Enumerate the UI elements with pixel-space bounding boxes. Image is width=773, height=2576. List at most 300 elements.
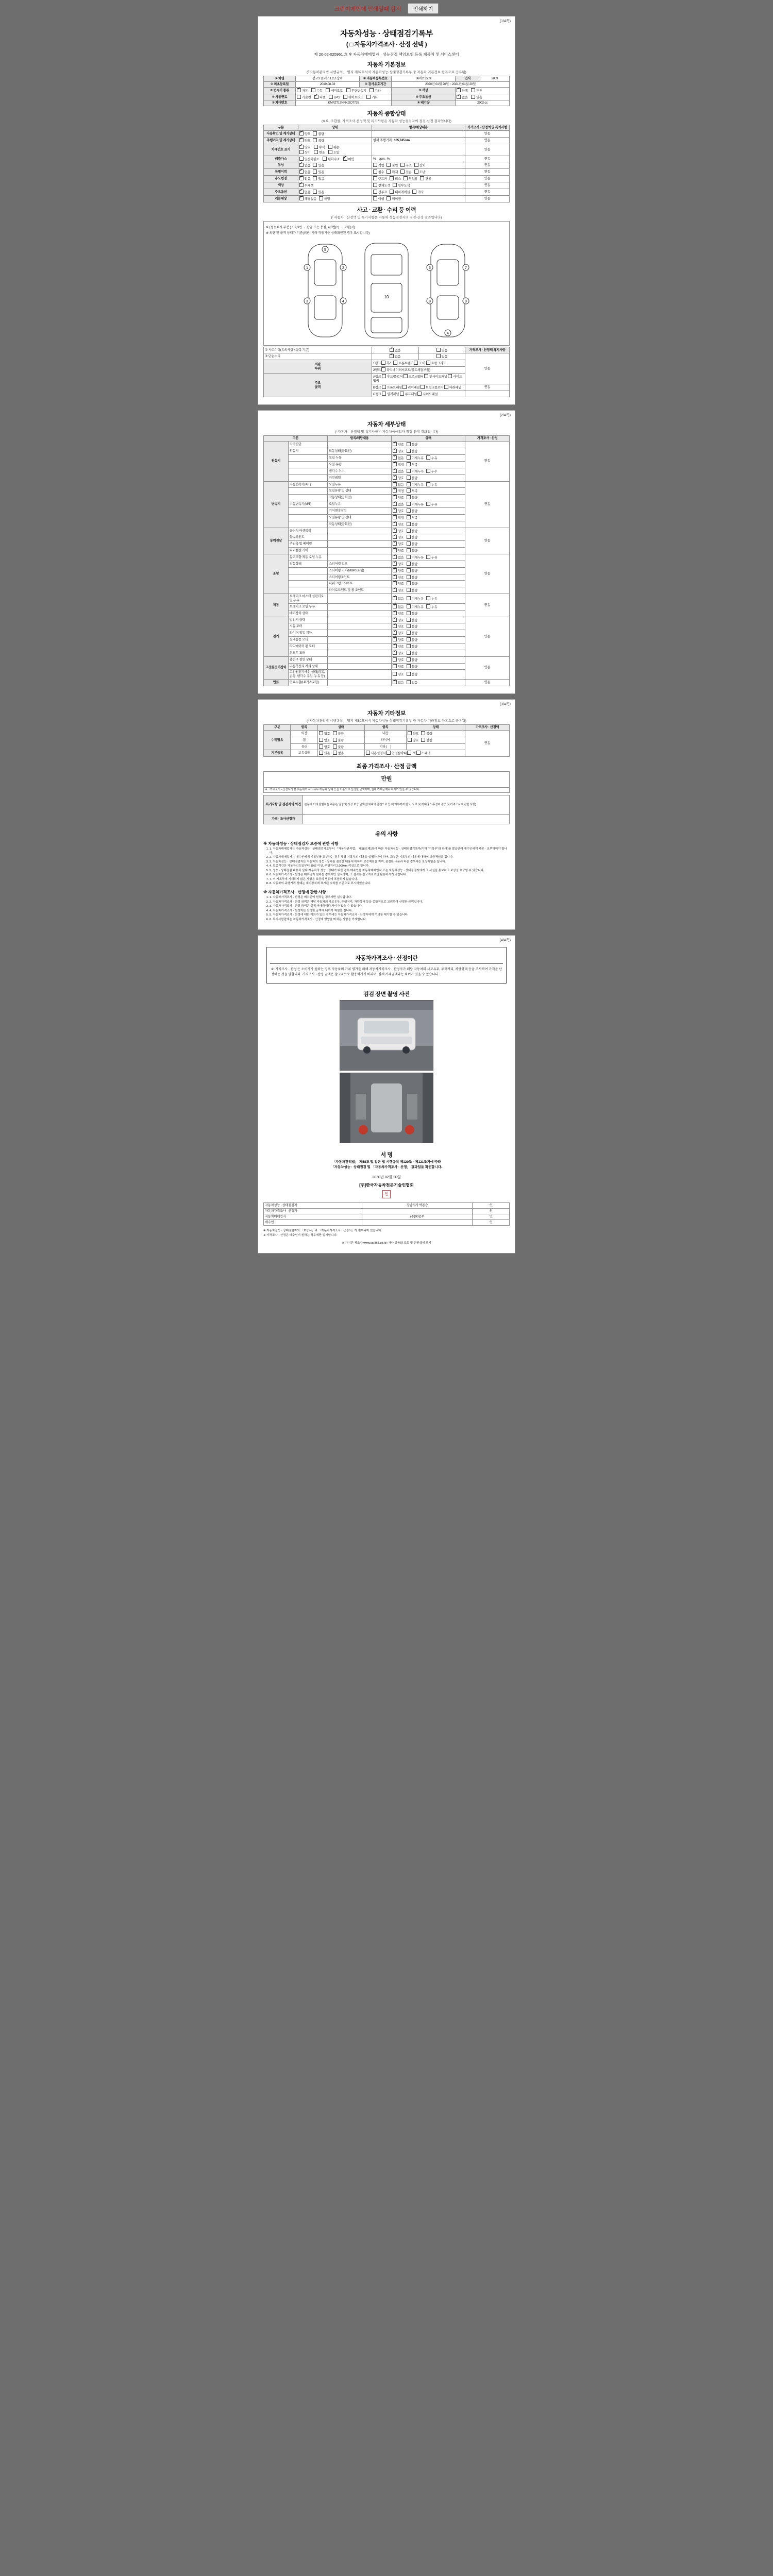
outer-rank2[interactable]: 2랭크 라디에이터서포트(볼트체결부품) — [372, 367, 465, 374]
checkbox-불량[interactable] — [407, 509, 411, 513]
table-row — [264, 730, 510, 737]
checkbox-usage-none[interactable] — [299, 176, 304, 180]
detail-state[interactable]: ✔ 양호 불량 — [392, 643, 465, 650]
state-glass[interactable]: 양호 불량 — [317, 743, 364, 750]
checkbox-불량[interactable] — [407, 522, 411, 526]
row-detail[interactable]: 이행 미이행 — [372, 195, 465, 202]
detail-state[interactable]: ✔ 양호 불량 — [392, 574, 465, 581]
checkbox-양호[interactable] — [393, 575, 397, 579]
detail-state[interactable]: ✔ 적정 부족 — [392, 514, 465, 521]
checkbox-미세누유[interactable] — [407, 596, 411, 600]
checkbox-radiator-support[interactable] — [381, 367, 385, 371]
checkbox-emission-co[interactable] — [299, 157, 304, 161]
row-detail[interactable]: 침수 화재 전손 도난 — [372, 169, 465, 176]
checkbox-rear-panel[interactable] — [402, 385, 407, 389]
checkbox-usage-exist[interactable] — [313, 176, 317, 180]
detail-state[interactable]: ✔ 양호 불량 — [392, 507, 465, 514]
detail-sub-label: 오일유량 및 상태 — [328, 488, 392, 495]
detail-state[interactable]: ✔ 양호 불량 — [392, 561, 465, 567]
outer-rank1[interactable]: 1랭크 후드 프론트펜더 도어 트렁크리드 — [372, 360, 465, 367]
state-tire[interactable]: 양호 불량 — [406, 737, 465, 743]
page-wrapper — [0, 0, 773, 1253]
checkbox-tuning-none[interactable] — [299, 163, 304, 167]
basic-items-list[interactable]: 사용설명서 안전삼각대 잭 스패너 — [364, 750, 465, 757]
checkbox-simple-none[interactable] — [390, 354, 394, 358]
notice-item: 5. 5. 자동차가격조사 · 산정에 대한 이의가 있는 경우에는 자동차가격조사 · 산정자에게 이의를 제기할 수 있습니다. — [270, 913, 510, 918]
checkbox-불량[interactable] — [407, 664, 411, 668]
checkbox-불량[interactable] — [407, 637, 411, 641]
row-detail: % , ppm, % — [372, 156, 465, 162]
accident-history-none[interactable]: ✔ 없음 — [372, 347, 418, 353]
checkbox-불량[interactable] — [407, 657, 411, 662]
checkbox-front-panel[interactable] — [382, 385, 386, 389]
checkbox-미세누유[interactable] — [407, 604, 411, 608]
signature-stamp: 인 — [473, 1203, 510, 1209]
checkbox-business[interactable] — [404, 176, 408, 180]
checkbox-opt-etc[interactable] — [412, 190, 416, 194]
checkbox-있음[interactable] — [407, 680, 411, 684]
print-button[interactable]: 인쇄하기 — [408, 3, 439, 14]
checkbox-majoropt-exist[interactable] — [313, 190, 317, 194]
checkbox-transmission-cvt[interactable] — [346, 88, 350, 92]
checkbox-accident-none[interactable] — [390, 348, 394, 352]
value-fuel[interactable]: 가솔린 ✔ 디젤 LPG 하이브리드 기타 — [296, 94, 392, 100]
checkbox-bad[interactable] — [313, 138, 317, 142]
state-interior[interactable]: 양호 불량 — [406, 730, 465, 737]
simple-repair-none[interactable]: ✔ 없음 — [372, 353, 418, 360]
checkbox-불량[interactable] — [407, 588, 411, 592]
detail-state[interactable]: ✔ 없음 미세누유 누유 — [392, 455, 465, 462]
detail-state[interactable]: ✔ 양호 불량 — [392, 610, 465, 617]
checkbox-없음[interactable] — [393, 455, 397, 460]
row-state[interactable]: 일산화탄소 탄화수소 ✔ 매연 — [298, 156, 372, 162]
detail-state[interactable]: ✔ 양호 불량 — [392, 637, 465, 643]
checkbox-manual[interactable] — [366, 751, 370, 755]
checkbox-jack[interactable] — [407, 751, 411, 755]
checkbox-vin-erase[interactable] — [328, 150, 332, 154]
checkbox-없음[interactable] — [393, 596, 397, 600]
checkbox-양호[interactable] — [393, 657, 397, 662]
sign-footer-3: ※ 가기간 제조자(www.car365.go.kr) 가나 금융화 조회 및 민원상세 보기 — [342, 1241, 431, 1245]
checkbox-emission-smoke[interactable] — [343, 157, 347, 161]
detail-state[interactable]: ✔ 없음 미세누유 누유 — [392, 481, 465, 488]
checkbox-int-good[interactable] — [408, 731, 412, 735]
checkbox-미세누유[interactable] — [407, 482, 411, 486]
detail-state[interactable]: ✔ 없음 미세누유 누유 — [392, 501, 465, 508]
state-exterior[interactable]: 양호 불량 — [317, 730, 364, 737]
checkbox-vin-damage[interactable] — [328, 145, 332, 149]
checkbox-glass-good[interactable] — [319, 744, 323, 749]
checkbox-transmission-etc[interactable] — [369, 88, 374, 92]
row-state[interactable]: ✔ 없음 있음 — [298, 176, 372, 182]
row-state[interactable]: ✔ 없음 있음 — [298, 189, 372, 195]
signature-name: (주)00중부 — [362, 1214, 473, 1220]
state-wheel[interactable]: 양호 불량 — [317, 737, 364, 743]
detail-state[interactable]: ✔ 양호 불량 — [392, 474, 465, 481]
checkbox-tuning-illegal[interactable] — [386, 163, 391, 167]
detail-state[interactable]: ✔ 없음 미세누수 누수 — [392, 468, 465, 474]
section-sub-overall: (※요, 조합물, 가격조사·산정액 및 특기사항은 자동차 성능점검자의 점검·산정 결과입니다) — [322, 120, 451, 124]
checkbox-color-two[interactable] — [471, 88, 475, 92]
checkbox-fuel-gasoline[interactable] — [297, 95, 301, 99]
checkbox-theft[interactable] — [414, 170, 418, 174]
checkbox-trunk-lid[interactable] — [426, 361, 430, 365]
checkbox-transmission-manual[interactable] — [311, 88, 315, 92]
detail-group-label: 연료 — [264, 680, 289, 686]
checkbox-partial-repaint[interactable] — [393, 183, 397, 187]
detail-item-label: 라디에이터 팬 모터 — [288, 643, 327, 650]
detail-sub-label — [328, 442, 392, 448]
checkbox-floor-panel[interactable] — [382, 374, 386, 378]
checkbox-불량[interactable] — [407, 611, 411, 615]
checkbox-pillar-panel[interactable] — [382, 392, 386, 396]
detail-state[interactable]: ✔ 없음 미세누유 누유 — [392, 554, 465, 561]
checkbox-없음[interactable] — [393, 555, 397, 559]
detail-state[interactable]: ✔ 없음 미세누유 누유 — [392, 594, 465, 604]
row-price: 연동 — [465, 176, 510, 182]
checkbox-side-member[interactable] — [448, 374, 452, 378]
checkbox-불량[interactable] — [407, 541, 411, 546]
checkbox-양호[interactable] — [393, 618, 397, 622]
checkbox-good[interactable] — [299, 138, 304, 142]
checkbox-누유[interactable] — [426, 455, 430, 460]
table-row — [264, 481, 510, 488]
checkbox-부족[interactable] — [407, 515, 411, 519]
checkbox-양호[interactable] — [393, 611, 397, 615]
frame-rankB[interactable]: B랭크 프론트패널 리어패널 트렁크플로어 대쉬패널 — [372, 384, 465, 391]
overall-head-2: 항목/해당내용 — [372, 125, 465, 131]
checkbox-wheel-good[interactable] — [319, 738, 323, 742]
checkbox-fire[interactable] — [386, 170, 391, 174]
detail-state[interactable]: 양호 불량 — [392, 663, 465, 670]
state-etc[interactable] — [406, 743, 465, 750]
checkbox-ext-bad[interactable] — [333, 731, 337, 735]
row-state[interactable]: ✔ 없음 있음 — [298, 169, 372, 176]
checkbox-양호[interactable] — [393, 535, 397, 539]
checkbox-적정[interactable] — [393, 462, 397, 466]
checkbox-불량[interactable] — [407, 529, 411, 533]
detail-state[interactable]: 양호 불량 — [392, 656, 465, 663]
detail-sub-label: 작동상태(공회전) — [328, 448, 392, 455]
checkbox-불량[interactable] — [407, 562, 411, 566]
checkbox-양호[interactable] — [393, 442, 397, 446]
checkbox-lease[interactable] — [390, 176, 394, 180]
row-state[interactable]: ✔양호 부식 훼손 상이 변조 도말 — [298, 144, 372, 156]
checkbox-불량[interactable] — [407, 581, 411, 585]
checkbox-미세누유[interactable] — [407, 455, 411, 460]
checkbox-불량[interactable] — [407, 495, 411, 499]
detail-group-label: 원동기 — [264, 442, 289, 481]
checkbox-양호[interactable] — [393, 624, 397, 628]
detail-item-label — [288, 521, 327, 528]
checkbox-적정[interactable] — [393, 515, 397, 519]
checkbox-양호[interactable] — [393, 449, 397, 453]
checkbox-양호[interactable] — [393, 664, 397, 668]
checkbox-spanner[interactable] — [416, 751, 421, 755]
checkbox-양호[interactable] — [393, 644, 397, 648]
checkbox-side-panel[interactable] — [417, 392, 422, 396]
signature-stamp: 인 — [473, 1219, 510, 1225]
checkbox-recall-notdone[interactable] — [386, 196, 391, 200]
document-number: 제 20-02-025961 호 ※ 자동차매매업자 · 성능점검 책임보험 등록 계공처 및 서비스센터 — [314, 52, 459, 57]
checkbox-불량[interactable] — [407, 631, 411, 635]
checkbox-양호[interactable] — [393, 541, 397, 546]
checkbox-vin-alter[interactable] — [314, 150, 318, 154]
row-state[interactable]: ✔ 무채색 — [298, 182, 372, 189]
checkbox-부족[interactable] — [407, 488, 411, 493]
checkbox-flood[interactable] — [373, 170, 377, 174]
item-tire: 타이어 — [364, 737, 406, 743]
checkbox-양호[interactable] — [393, 651, 397, 655]
checkbox-없음[interactable] — [393, 604, 397, 608]
checkbox-없음[interactable] — [393, 680, 397, 684]
checkbox-tuning-structure[interactable] — [400, 163, 405, 167]
detail-state[interactable]: ✔ 적정 부족 — [392, 461, 465, 468]
checkbox-fuel-diesel[interactable] — [314, 95, 318, 99]
row-detail[interactable]: 전체도색 일부도색 — [372, 182, 465, 189]
row-label: 사용확인 및 계기상태 — [264, 131, 298, 138]
checkbox-recall-na[interactable] — [299, 196, 304, 200]
checkbox-sunroof[interactable] — [373, 190, 377, 194]
checkbox-have[interactable] — [319, 751, 323, 755]
row-state[interactable]: ✔ 양호 불량 — [298, 131, 372, 138]
detail-state[interactable]: ✔ 양호 불량 — [392, 650, 465, 656]
checkbox-bad[interactable] — [313, 131, 317, 135]
checkbox-불량[interactable] — [407, 644, 411, 648]
checkbox-불량[interactable] — [407, 476, 411, 480]
checkbox-누유[interactable] — [426, 555, 430, 559]
frame-rankC[interactable]: C랭크 필러패널 루프패널 사이드패널 — [372, 391, 465, 397]
checkbox-양호[interactable] — [393, 631, 397, 635]
frame-rankA[interactable]: A랭크 후드/플로어 크로스멤버 인사이드패널 사이드멤버 — [372, 374, 465, 384]
checkbox-양호[interactable] — [393, 495, 397, 499]
checkbox-부족[interactable] — [407, 462, 411, 466]
checkbox-wheel-bad[interactable] — [333, 738, 337, 742]
checkbox-fuel-hybrid[interactable] — [343, 95, 347, 99]
checkbox-tire-bad[interactable] — [421, 738, 425, 742]
detail-state[interactable]: ✔ 양호 불량 — [392, 528, 465, 534]
checkbox-inside-panel[interactable] — [424, 374, 428, 378]
detail-price: 연동 — [465, 481, 510, 528]
row-state[interactable]: ✔ 양호 불량 — [298, 138, 372, 144]
org-stamp: 인 — [382, 1190, 391, 1199]
checkbox-fuel-etc[interactable] — [366, 95, 371, 99]
detail-state[interactable]: ✔ 양호 불량 — [392, 495, 465, 501]
price-definition-title: 자동차가격조사 · 산정이란 — [270, 954, 503, 964]
detail-state[interactable]: ✔ 양호 불량 — [392, 442, 465, 448]
detail-item-label: 원동기 — [288, 448, 327, 455]
value-car-name: 봉고3 플러스1.2소장차 — [296, 76, 360, 82]
row-label: 리콜대상 — [264, 195, 298, 202]
detail-state[interactable]: ✔ 양호 불량 — [392, 587, 465, 594]
checkbox-양호[interactable] — [393, 562, 397, 566]
checkbox-color-original[interactable] — [299, 183, 304, 187]
checkbox-누유[interactable] — [426, 482, 430, 486]
svg-text:1: 1 — [306, 266, 308, 270]
checkbox-vin-good[interactable] — [299, 145, 304, 149]
label-transmission: ⑤ 변속기 종류 — [264, 87, 296, 94]
detail-state[interactable]: ✔ 없음 미세누유 누유 — [392, 603, 465, 610]
row-detail[interactable]: 적법 불법 구조 장치 — [372, 162, 465, 169]
detail-state[interactable]: ✔ 양호 불량 — [392, 581, 465, 587]
checkbox-full-repaint[interactable] — [373, 183, 377, 187]
value-color[interactable]: ✔ 단색 투톤 — [456, 87, 510, 94]
checkbox-option-exist[interactable] — [471, 95, 475, 99]
checkbox-불량[interactable] — [407, 672, 411, 676]
notice-item: 1. 1. 자동차매매업자는 자동차성능 · 상태점검자로부터 「자동차관리법」 제58조제1항에 따른 자동차성능 · 상태점검기록부(이하 "기록부"라 한다)를 발급받아 매수인에게 제공 · 교부하여야 합니다. — [270, 848, 510, 855]
simple-repair-exist[interactable]: 있음 — [418, 353, 465, 360]
table-row — [264, 554, 510, 561]
top-bar — [0, 0, 773, 16]
checkbox-vin-diff[interactable] — [299, 150, 304, 154]
checkbox-door[interactable] — [414, 361, 418, 365]
detail-group-label: 동력전달 — [264, 528, 289, 554]
state-possession[interactable]: 있음 없음 — [317, 750, 364, 757]
checkbox-누수[interactable] — [426, 469, 430, 473]
checkbox-양호[interactable] — [393, 529, 397, 533]
notice-item: 5. 5. 성능 · 상태점검 내용과 실제 자동차의 성능 · 상태가 다를 경우 매수인은 자동차매매업자 또는 자동차성능 · 상태점검자에게 그 사실을 통보하고 보상을 요구할 수 있습니다. — [270, 869, 510, 873]
checkbox-없음[interactable] — [393, 482, 397, 486]
detail-item-label: 와이퍼 작동 기능 — [288, 630, 327, 637]
checkbox-불량[interactable] — [407, 548, 411, 552]
checkbox-accident-exist[interactable] — [436, 348, 441, 352]
checkbox-recall-yes[interactable] — [319, 196, 323, 200]
row-state[interactable]: ✔ 해당없음 해당 — [298, 195, 372, 202]
detail-state[interactable]: ✔ 양호 불량 — [392, 567, 465, 574]
checkbox-불량[interactable] — [407, 624, 411, 628]
checkbox-불량[interactable] — [407, 568, 411, 572]
signature-table — [263, 1202, 510, 1225]
svg-text:5: 5 — [324, 248, 326, 252]
checkbox-tuning-exist[interactable] — [313, 163, 317, 167]
checkbox-양호[interactable] — [393, 522, 397, 526]
checkbox-불량[interactable] — [407, 618, 411, 622]
checkbox-fuel-lpg[interactable] — [329, 95, 333, 99]
checkbox-양호[interactable] — [393, 637, 397, 641]
svg-text:8: 8 — [429, 299, 431, 303]
section-title-price: 최종 가격조사 · 산정 금액 — [356, 764, 417, 770]
checkbox-불량[interactable] — [407, 575, 411, 579]
checkbox-양호[interactable] — [393, 476, 397, 480]
detail-state[interactable]: ✔ 양호 불량 — [392, 448, 465, 455]
checkbox-transmission-auto[interactable] — [297, 88, 301, 92]
checkbox-glass-bad[interactable] — [333, 744, 337, 749]
checkbox-government[interactable] — [420, 176, 424, 180]
checkbox-누유[interactable] — [426, 604, 430, 608]
row-label: 특별이력 — [264, 169, 298, 176]
checkbox-total-loss[interactable] — [400, 170, 405, 174]
label-color: ⑨ 색상 — [392, 87, 456, 94]
checkbox-nothave[interactable] — [333, 751, 337, 755]
checkbox-navi[interactable] — [390, 190, 394, 194]
checkbox-rental[interactable] — [373, 176, 377, 180]
checkbox-미세누유[interactable] — [407, 555, 411, 559]
checkbox-recall-done[interactable] — [373, 196, 377, 200]
checkbox-history-exist[interactable] — [313, 170, 317, 174]
detail-state[interactable]: ✔ 없음 있음 — [392, 680, 465, 686]
checkbox-good[interactable] — [299, 131, 304, 135]
checkbox-없음[interactable] — [393, 469, 397, 473]
detail-state[interactable]: ✔ 양호 불량 — [392, 617, 465, 623]
checkbox-미세누유[interactable] — [407, 502, 411, 506]
detail-state[interactable]: ✔ 적정 부족 — [392, 488, 465, 495]
checkbox-roof-panel[interactable] — [400, 392, 404, 396]
checkbox-ext-good[interactable] — [319, 731, 323, 735]
detail-state[interactable]: ✔ 양호 불량 — [392, 541, 465, 548]
checkbox-양호[interactable] — [393, 548, 397, 552]
checkbox-option-none[interactable] — [457, 95, 461, 99]
checkbox-emission-hc[interactable] — [323, 157, 327, 161]
checkbox-hood[interactable] — [381, 361, 385, 365]
checkbox-majoropt-none[interactable] — [299, 190, 304, 194]
checkbox-dash-panel[interactable] — [444, 385, 448, 389]
detail-state[interactable]: ✔ 양호 불량 — [392, 623, 465, 630]
detail-state[interactable]: ✔ 양호 불량 — [392, 521, 465, 528]
sheet-page-2 — [258, 410, 515, 694]
checkbox-trunk-floor[interactable] — [421, 385, 425, 389]
checkbox-미세누수[interactable] — [407, 469, 411, 473]
label-misc: 연식 — [456, 76, 480, 82]
accident-history-exist[interactable]: 있음 — [418, 347, 465, 353]
value-options[interactable]: ✔ 없음 있음 — [456, 94, 510, 100]
checkbox-누유[interactable] — [426, 596, 430, 600]
row-price: 연동 — [465, 169, 510, 176]
checkbox-triangle[interactable] — [386, 751, 391, 755]
checkbox-front-fender[interactable] — [393, 361, 397, 365]
detail-state[interactable]: 양호 불량 — [392, 670, 465, 680]
row-label: 튜닝 — [264, 162, 298, 169]
checkbox-transmission-semi[interactable] — [326, 88, 330, 92]
checkbox-history-none[interactable] — [299, 170, 304, 174]
checkbox-cross-member[interactable] — [404, 374, 408, 378]
checkbox-양호[interactable] — [393, 568, 397, 572]
checkbox-양호[interactable] — [393, 509, 397, 513]
final-price-table — [263, 771, 510, 793]
detail-state[interactable]: ✔ 양호 불량 — [392, 534, 465, 541]
checkbox-불량[interactable] — [407, 449, 411, 453]
row-detail[interactable]: 렌트카 리스 영업용 관용 — [372, 176, 465, 182]
checkbox-tuning-legal[interactable] — [373, 163, 377, 167]
checkbox-tire-good[interactable] — [408, 738, 412, 742]
notice-item: 2. 2. 자동차가격조사 · 산정 금액은 해당 자동차의 사고유무, 주행거리, 차량상태 등을 종합적으로 고려하여 산정한 금액입니다. — [270, 901, 510, 905]
checkbox-양호[interactable] — [393, 588, 397, 592]
checkbox-불량[interactable] — [407, 535, 411, 539]
detail-state[interactable]: ✔ 양호 불량 — [392, 548, 465, 554]
detail-state[interactable]: ✔ 양호 불량 — [392, 630, 465, 637]
checkbox-없음[interactable] — [393, 502, 397, 506]
row-detail[interactable]: 선루프 내비게이션 기타 — [372, 189, 465, 195]
checkbox-simple-exist[interactable] — [436, 354, 441, 358]
row-state[interactable]: ✔ 없음 있음 — [298, 162, 372, 169]
signature-row — [264, 1214, 510, 1220]
checkbox-int-bad[interactable] — [421, 731, 425, 735]
checkbox-양호[interactable] — [393, 581, 397, 585]
detail-item-label — [288, 567, 327, 574]
checkbox-양호[interactable] — [393, 672, 397, 676]
checkbox-불량[interactable] — [407, 651, 411, 655]
checkbox-color-single[interactable] — [457, 88, 461, 92]
value-transmission[interactable]: ✔ 자동 수동 세미오토 무단변속기 기타 — [296, 87, 392, 94]
checkbox-불량[interactable] — [407, 442, 411, 446]
checkbox-누유[interactable] — [426, 502, 430, 506]
checkbox-적정[interactable] — [393, 488, 397, 493]
checkbox-vin-corrosion[interactable] — [314, 145, 318, 149]
svg-text:4: 4 — [342, 299, 344, 303]
checkbox-tuning-device[interactable] — [414, 163, 418, 167]
svg-text:6: 6 — [429, 266, 431, 270]
dealer-value — [303, 815, 510, 824]
notice-list-0 — [270, 848, 510, 886]
